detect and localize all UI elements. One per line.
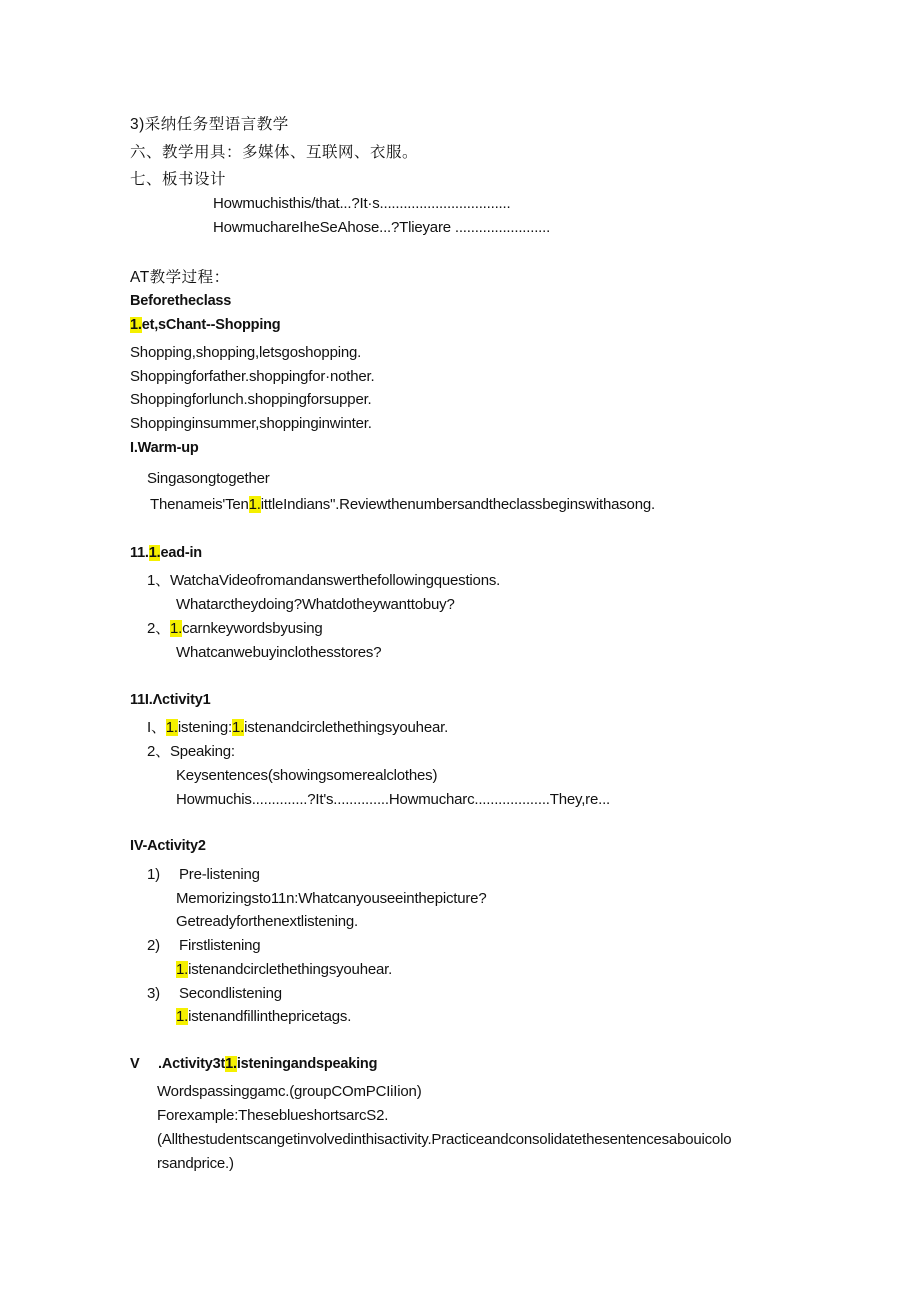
highlight: 1.: [169, 620, 183, 637]
chant-line: Shoppinginsummer,shoppinginwinter.: [130, 415, 372, 432]
text: 11.: [130, 545, 149, 561]
activity3-line-3: (Allthestudentscangetinvolvedinthisactivity.Practiceandconsolidatethesentencesabouicolo: [157, 1131, 732, 1148]
highlight: 1.: [176, 961, 189, 978]
text: istenandcirclethethingsyouhear.: [244, 719, 449, 736]
chant-line: Shopping,shopping,letsgoshopping.: [130, 344, 362, 361]
highlight: 1.: [130, 317, 142, 333]
highlight: 1.: [231, 719, 245, 736]
text: istenandcirclethethingsyouhear.: [188, 961, 393, 978]
chant-line: Shoppingforlunch.shoppingforsupper.: [130, 391, 372, 408]
sentence-pattern: Howmuchis..............?It's..............Howmucharc...................They,re...: [176, 791, 610, 808]
text: istenandfillinthepricetags.: [188, 1008, 352, 1025]
step-number: 1): [147, 866, 160, 883]
step-3-line-1: [176, 1007, 351, 1027]
text: ittleIndians".Reviewthenumbersandtheclassbeginswithasong.: [260, 496, 655, 513]
step-number: 3): [147, 985, 160, 1002]
activity3-line-1: Wordspassinggamc.(groupCOmPCIiIion): [157, 1083, 422, 1100]
chant-title-text: et,sChant--Shopping: [141, 317, 281, 333]
warmup-line-2: [150, 495, 655, 515]
board-design-title: 七、板书设计: [130, 171, 227, 188]
process-title: AT教学过程：: [130, 269, 230, 286]
text: Thenameis'Ten: [150, 496, 249, 513]
highlight: 1.: [165, 719, 178, 736]
step-1-title: Pre-listening: [179, 866, 260, 883]
warmup-line-1: Singasongtogether: [147, 470, 270, 487]
step-1-line-1: Memorizingsto11n:Whatcanyouseeinthepicture?: [176, 890, 487, 907]
leadin-item-1: 1、WatchaVideofromandanswerthefollowingquestions.: [147, 572, 501, 589]
highlight: 1.: [225, 1056, 237, 1072]
text: istening:: [177, 719, 232, 736]
chant-title: [130, 315, 280, 335]
activity3-line-4: rsandprice.): [157, 1155, 234, 1172]
activity3-title: [158, 1054, 377, 1074]
activity1-item-1: [147, 718, 448, 738]
text: I、: [147, 719, 166, 736]
before-class-title: Beforetheclass: [130, 293, 232, 309]
activity3-title-number: V: [130, 1056, 140, 1072]
highlight: 1.: [148, 545, 161, 561]
text: ead-in: [160, 545, 202, 561]
step-2-title: Firstlistening: [179, 937, 261, 954]
warmup-title: I.Warm-up: [130, 440, 199, 456]
activity3-line-2: Forexample:TheseblueshortsarcS2.: [157, 1107, 389, 1124]
text: carnkeywordsbyusing: [182, 620, 323, 637]
leadin-item-1-sub: Whatarctheydoing?Whatdotheywanttobuy?: [176, 596, 455, 613]
step-3-title: Secondlistening: [179, 985, 282, 1002]
activity1-title: 11I.Λctivity1: [130, 692, 211, 708]
teaching-tools: 六、教学用具：多媒体、互联网、衣服。: [130, 144, 419, 161]
key-sentences: Keysentences(showingsomerealclothes): [176, 767, 438, 784]
activity1-item-2: 2、Speaking:: [147, 743, 235, 760]
board-line-2: HowmuchareIheSeAhose...?Tlieyare ........................: [213, 219, 551, 236]
step-1-line-2: Getreadyforthenextlistening.: [176, 913, 359, 930]
highlight: 1.: [248, 496, 261, 513]
highlight: 1.: [176, 1008, 189, 1025]
step-2-line-1: [176, 960, 392, 980]
leadin-item-2: [147, 619, 323, 639]
activity2-title: IV-Activity2: [130, 838, 206, 854]
chant-line: Shoppingforfather.shoppingfor·nother.: [130, 368, 375, 385]
step-number: 2): [147, 937, 160, 954]
leadin-title: [130, 543, 202, 563]
method-item-3: 3)采纳任务型语言教学: [130, 116, 289, 133]
leadin-item-2-sub: Whatcanwebuyinclothesstores?: [176, 644, 382, 661]
text: isteningandspeaking: [236, 1056, 378, 1072]
text: .Activity3t: [158, 1056, 226, 1072]
board-line-1: Howmuchisthis/that...?It·s.................................: [213, 195, 511, 212]
text: 2、: [147, 620, 170, 637]
